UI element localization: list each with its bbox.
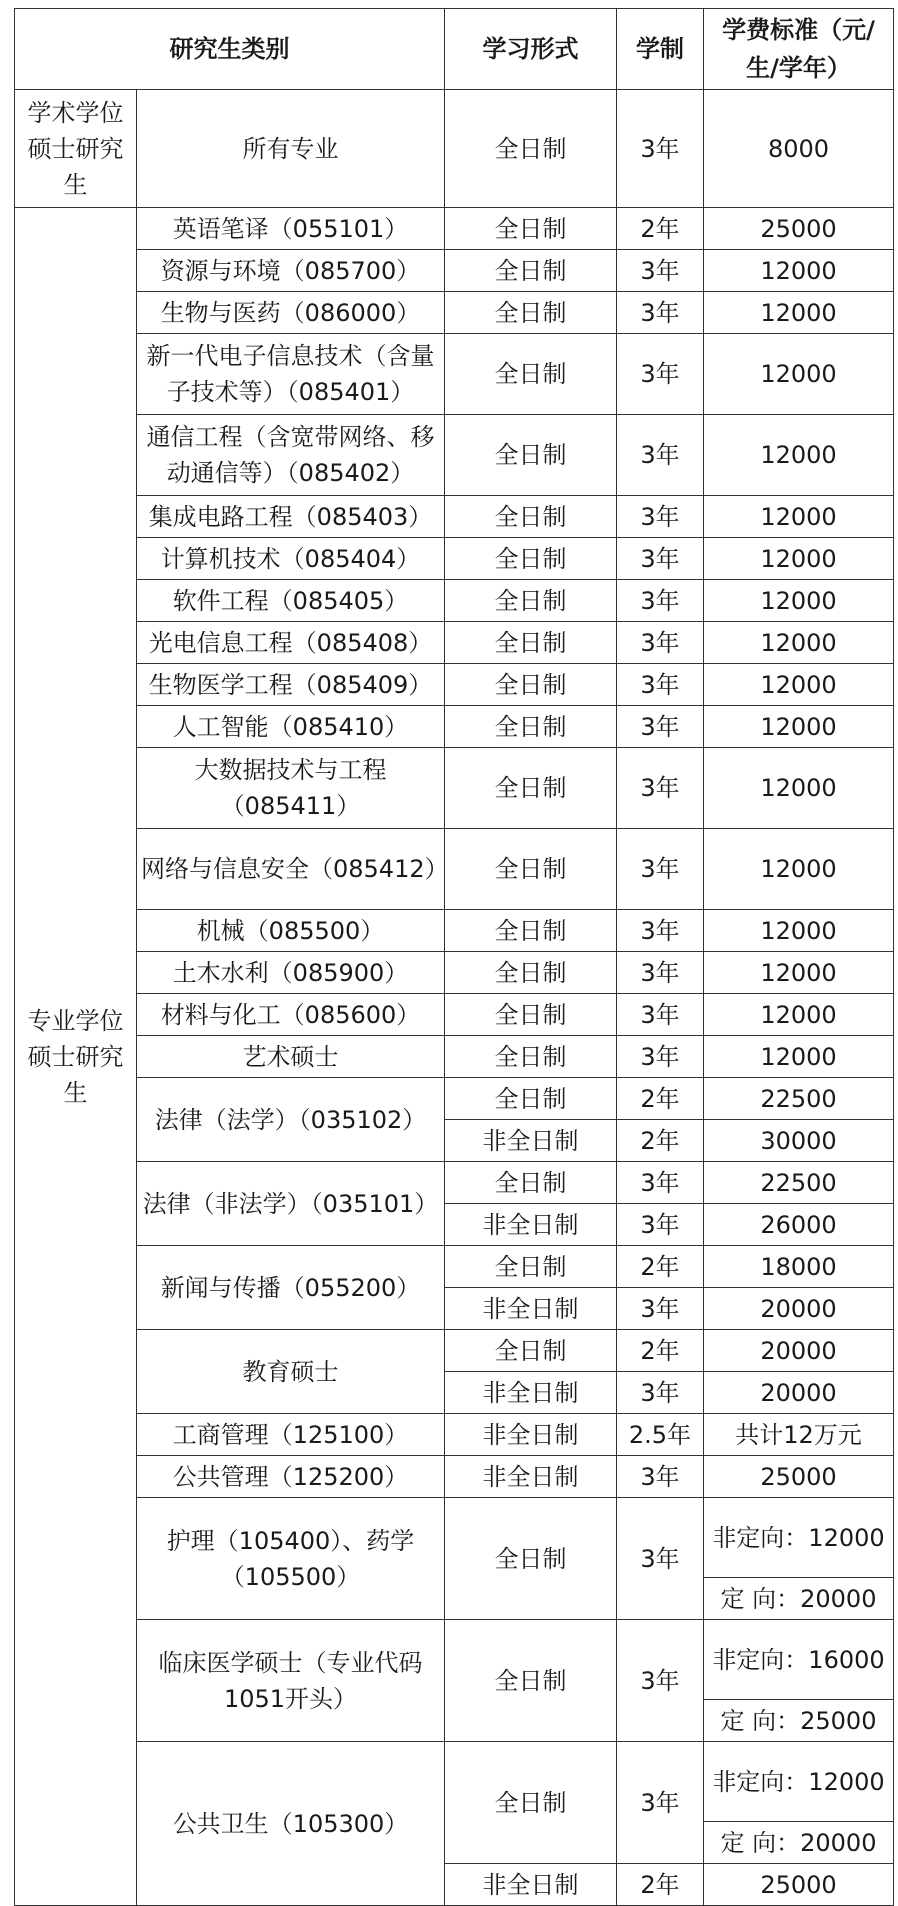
mode-cell: 全日制: [445, 829, 617, 910]
table-row: [15, 334, 894, 415]
duration-cell: 3年: [617, 1162, 704, 1204]
header-duration: 学制: [617, 9, 704, 90]
table-row: [15, 748, 894, 829]
major-cell: 生物与医药（086000）: [137, 292, 445, 334]
tuition-table: [14, 8, 894, 1906]
duration-cell: 3年: [617, 910, 704, 952]
duration-cell: 2年: [617, 208, 704, 250]
major-cell: 大数据技术与工程（085411）: [137, 748, 445, 829]
major-cell: 艺术硕士: [137, 1036, 445, 1078]
duration-cell: 3年: [617, 415, 704, 496]
duration-cell: 3年: [617, 1456, 704, 1498]
mode-cell: 非全日制: [445, 1288, 617, 1330]
major-cell: 所有专业: [137, 90, 445, 208]
header-mode: 学习形式: [445, 9, 617, 90]
fee-cell: 12000: [704, 292, 894, 334]
fee-cell: 30000: [704, 1120, 894, 1162]
major-cell: 新一代电子信息技术（含量子技术等）（085401）: [137, 334, 445, 415]
fee-nondirected-cell: 非定向：12000: [704, 1498, 894, 1578]
fee-cell: 12000: [704, 706, 894, 748]
mode-cell: 全日制: [445, 292, 617, 334]
table-row: [15, 1498, 894, 1578]
mode-cell: 全日制: [445, 250, 617, 292]
mode-cell: 非全日制: [445, 1372, 617, 1414]
fee-cell: 共计12万元: [704, 1414, 894, 1456]
mode-cell: 非全日制: [445, 1414, 617, 1456]
table-row: [15, 1620, 894, 1700]
mode-cell: 非全日制: [445, 1204, 617, 1246]
table-row: [15, 208, 894, 250]
mode-cell: 非全日制: [445, 1120, 617, 1162]
header-fee: 学费标准（元/生/学年）: [704, 9, 894, 90]
duration-cell: 3年: [617, 952, 704, 994]
header-row: [15, 9, 894, 90]
major-cell: 生物医学工程（085409）: [137, 664, 445, 706]
table-row: [15, 1330, 894, 1372]
fee-cell: 26000: [704, 1204, 894, 1246]
major-cell: 英语笔译（055101）: [137, 208, 445, 250]
mode-cell: 全日制: [445, 496, 617, 538]
duration-cell: 3年: [617, 496, 704, 538]
duration-cell: 2.5年: [617, 1414, 704, 1456]
duration-cell: 3年: [617, 622, 704, 664]
major-cell: 计算机技术（085404）: [137, 538, 445, 580]
fee-cell: 12000: [704, 910, 894, 952]
mode-cell: 全日制: [445, 748, 617, 829]
duration-cell: 3年: [617, 90, 704, 208]
table-row: [15, 415, 894, 496]
fee-nondirected-cell: 非定向：12000: [704, 1742, 894, 1822]
table-row: [15, 538, 894, 580]
mode-cell: 全日制: [445, 580, 617, 622]
fee-cell: 22500: [704, 1078, 894, 1120]
duration-cell: 3年: [617, 538, 704, 580]
major-cell: 土木水利（085900）: [137, 952, 445, 994]
fee-cell: 12000: [704, 664, 894, 706]
major-cell: 软件工程（085405）: [137, 580, 445, 622]
major-cell: 人工智能（085410）: [137, 706, 445, 748]
mode-cell: 全日制: [445, 1246, 617, 1288]
table-row: [15, 910, 894, 952]
mode-cell: 全日制: [445, 664, 617, 706]
mode-cell: 全日制: [445, 538, 617, 580]
fee-cell: 22500: [704, 1162, 894, 1204]
fee-cell: 25000: [704, 1864, 894, 1906]
table-row: [15, 706, 894, 748]
duration-cell: 3年: [617, 1498, 704, 1620]
duration-cell: 2年: [617, 1120, 704, 1162]
table-row: [15, 496, 894, 538]
fee-cell: 12000: [704, 415, 894, 496]
duration-cell: 3年: [617, 250, 704, 292]
mode-cell: 全日制: [445, 994, 617, 1036]
mode-cell: 非全日制: [445, 1456, 617, 1498]
major-cell: 集成电路工程（085403）: [137, 496, 445, 538]
duration-cell: 3年: [617, 1742, 704, 1864]
mode-cell: 非全日制: [445, 1864, 617, 1906]
duration-cell: 2年: [617, 1246, 704, 1288]
mode-cell: 全日制: [445, 1162, 617, 1204]
major-cell: 工商管理（125100）: [137, 1414, 445, 1456]
duration-cell: 3年: [617, 664, 704, 706]
mode-cell: 全日制: [445, 1078, 617, 1120]
table-row: [15, 994, 894, 1036]
major-cell: 机械（085500）: [137, 910, 445, 952]
mode-cell: 全日制: [445, 1498, 617, 1620]
major-cell: 法律（非法学）（035101）: [137, 1162, 445, 1246]
major-cell: 临床医学硕士（专业代码1051开头）: [137, 1620, 445, 1742]
fee-cell: 12000: [704, 829, 894, 910]
fee-cell: 12000: [704, 580, 894, 622]
table-row: [15, 1456, 894, 1498]
mode-cell: 全日制: [445, 622, 617, 664]
mode-cell: 全日制: [445, 952, 617, 994]
mode-cell: 全日制: [445, 910, 617, 952]
major-cell: 教育硕士: [137, 1330, 445, 1414]
duration-cell: 3年: [617, 994, 704, 1036]
duration-cell: 3年: [617, 1036, 704, 1078]
table-row: [15, 1036, 894, 1078]
fee-cell: 12000: [704, 496, 894, 538]
table-row: [15, 952, 894, 994]
fee-cell: 12000: [704, 622, 894, 664]
table-row: [15, 580, 894, 622]
fee-cell: 12000: [704, 334, 894, 415]
fee-cell: 25000: [704, 208, 894, 250]
duration-cell: 3年: [617, 1372, 704, 1414]
duration-cell: 2年: [617, 1078, 704, 1120]
table-row: [15, 292, 894, 334]
mode-cell: 全日制: [445, 334, 617, 415]
duration-cell: 3年: [617, 706, 704, 748]
duration-cell: 3年: [617, 334, 704, 415]
fee-directed-cell: 定 向：20000: [704, 1578, 894, 1620]
fee-cell: 12000: [704, 1036, 894, 1078]
duration-cell: 2年: [617, 1864, 704, 1906]
table-row: [15, 1162, 894, 1204]
duration-cell: 3年: [617, 1204, 704, 1246]
major-cell: 网络与信息安全（085412）: [137, 829, 445, 910]
major-cell: 通信工程（含宽带网络、移动通信等）（085402）: [137, 415, 445, 496]
table-row: [15, 90, 894, 208]
mode-cell: 全日制: [445, 706, 617, 748]
fee-cell: 12000: [704, 538, 894, 580]
duration-cell: 3年: [617, 1288, 704, 1330]
table-row: [15, 1742, 894, 1822]
category-professional: 专业学位硕士研究生: [15, 208, 137, 1906]
mode-cell: 全日制: [445, 415, 617, 496]
major-cell: 材料与化工（085600）: [137, 994, 445, 1036]
fee-cell: 12000: [704, 748, 894, 829]
fee-cell: 25000: [704, 1456, 894, 1498]
table-row: [15, 829, 894, 910]
mode-cell: 全日制: [445, 90, 617, 208]
duration-cell: 3年: [617, 580, 704, 622]
fee-cell: 20000: [704, 1288, 894, 1330]
major-cell: 光电信息工程（085408）: [137, 622, 445, 664]
header-category: 研究生类别: [15, 9, 445, 90]
fee-cell: 20000: [704, 1330, 894, 1372]
table-row: [15, 1078, 894, 1120]
major-cell: 资源与环境（085700）: [137, 250, 445, 292]
fee-nondirected-cell: 非定向：16000: [704, 1620, 894, 1700]
major-cell: 新闻与传播（055200）: [137, 1246, 445, 1330]
table-row: [15, 622, 894, 664]
fee-cell: 8000: [704, 90, 894, 208]
fee-cell: 20000: [704, 1372, 894, 1414]
table-row: [15, 250, 894, 292]
mode-cell: 全日制: [445, 1036, 617, 1078]
duration-cell: 3年: [617, 829, 704, 910]
fee-cell: 12000: [704, 250, 894, 292]
table-row: [15, 1246, 894, 1288]
mode-cell: 全日制: [445, 1742, 617, 1864]
fee-cell: 12000: [704, 952, 894, 994]
major-cell: 公共管理（125200）: [137, 1456, 445, 1498]
fee-directed-cell: 定 向：25000: [704, 1700, 894, 1742]
duration-cell: 3年: [617, 292, 704, 334]
mode-cell: 全日制: [445, 208, 617, 250]
duration-cell: 3年: [617, 1620, 704, 1742]
mode-cell: 全日制: [445, 1620, 617, 1742]
table-row: [15, 1414, 894, 1456]
fee-directed-cell: 定 向：20000: [704, 1822, 894, 1864]
major-cell: 法律（法学）（035102）: [137, 1078, 445, 1162]
duration-cell: 3年: [617, 748, 704, 829]
table-row: [15, 664, 894, 706]
duration-cell: 2年: [617, 1330, 704, 1372]
major-cell: 护理（105400）、药学（105500）: [137, 1498, 445, 1620]
major-cell: 公共卫生（105300）: [137, 1742, 445, 1906]
category-academic: 学术学位硕士研究生: [15, 90, 137, 208]
fee-cell: 12000: [704, 994, 894, 1036]
mode-cell: 全日制: [445, 1330, 617, 1372]
fee-cell: 18000: [704, 1246, 894, 1288]
